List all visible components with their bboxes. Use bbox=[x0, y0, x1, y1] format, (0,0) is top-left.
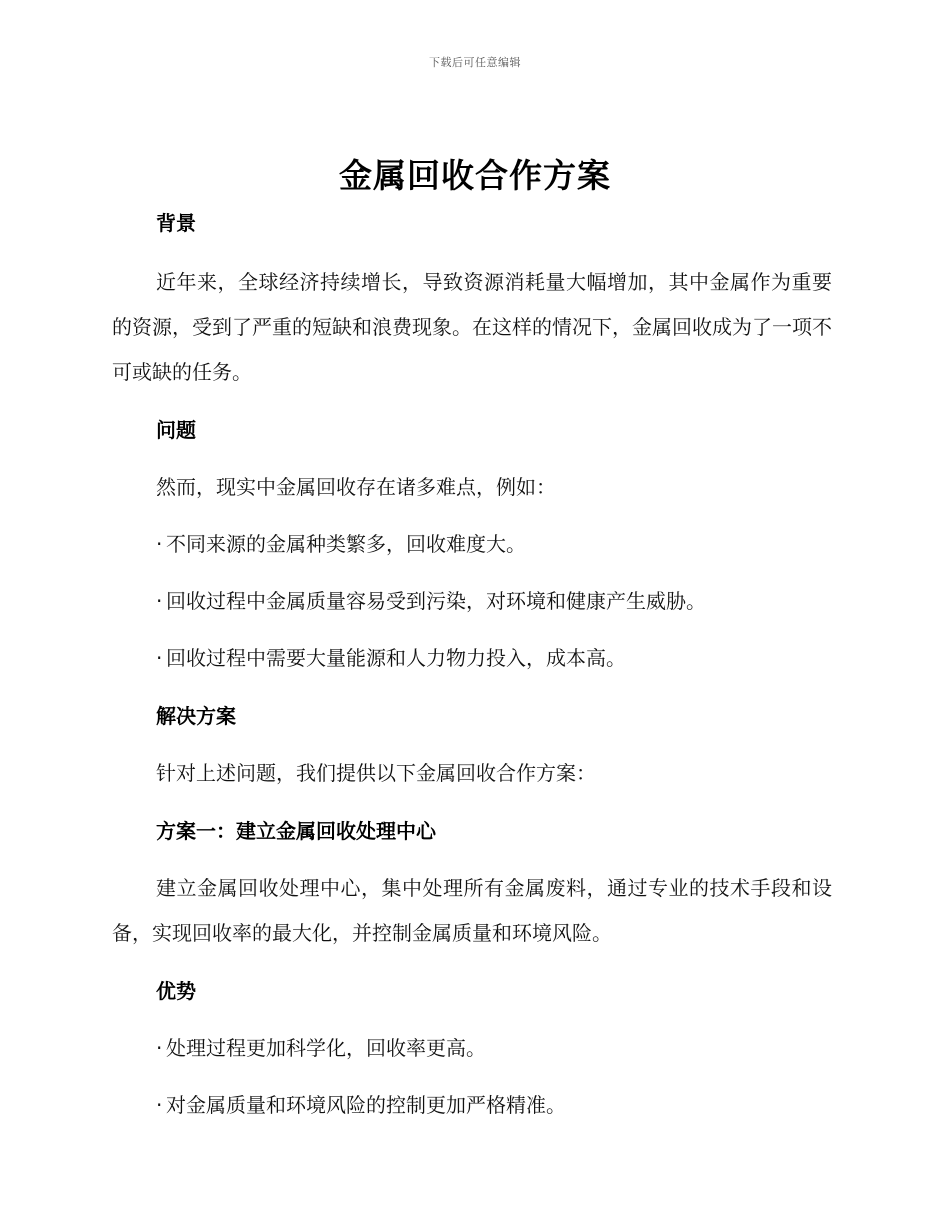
problem-bullet-item bbox=[112, 636, 832, 681]
bullet-text: 对金属质量和环境风险的控制更加严格精准。 bbox=[166, 1093, 566, 1117]
bullet-dot-icon: · bbox=[156, 1093, 163, 1117]
problem-bullet-item bbox=[112, 579, 832, 624]
bullet-text: 处理过程更加科学化，回收率更高。 bbox=[166, 1036, 486, 1060]
advantage-bullet-item bbox=[112, 1083, 832, 1128]
document-title: 金属回收合作方案 bbox=[339, 156, 611, 195]
bullet-dot-icon: · bbox=[156, 532, 163, 556]
problem-intro: 然而，现实中金属回收存在诸多难点，例如： bbox=[156, 475, 556, 499]
bullet-text: 回收过程中金属质量容易受到污染，对环境和健康产生威胁。 bbox=[166, 589, 706, 613]
section-heading-advantage: 优势 bbox=[156, 979, 196, 1003]
section-heading-background: 背景 bbox=[156, 211, 196, 235]
section-heading-solution: 解决方案 bbox=[156, 704, 236, 728]
problem-bullet-item bbox=[112, 522, 832, 567]
advantage-bullet-item bbox=[112, 1026, 832, 1071]
bullet-text: 不同来源的金属种类繁多，回收难度大。 bbox=[166, 532, 526, 556]
plan-one-paragraph: 建立金属回收处理中心，集中处理所有金属废料，通过专业的技术手段和设备，实现回收率的最大化，并控制金属质量和环境风险。 bbox=[112, 876, 832, 945]
solution-intro: 针对上述问题，我们提供以下金属回收合作方案： bbox=[156, 761, 596, 785]
section-heading-problem: 问题 bbox=[156, 418, 196, 442]
bullet-dot-icon: · bbox=[156, 1036, 163, 1060]
document-body bbox=[112, 200, 832, 1128]
header-note: 下载后可任意编辑 bbox=[429, 56, 521, 69]
bullet-dot-icon: · bbox=[156, 646, 163, 670]
background-paragraph: 近年来，全球经济持续增长，导致资源消耗量大幅增加，其中金属作为重要的资源，受到了严重的短缺和浪费现象。在这样的情况下，金属回收成为了一项不可或缺的任务。 bbox=[112, 270, 832, 384]
section-heading-plan-one: 方案一：建立金属回收处理中心 bbox=[156, 819, 436, 843]
bullet-dot-icon: · bbox=[156, 589, 163, 613]
bullet-text: 回收过程中需要大量能源和人力物力投入，成本高。 bbox=[166, 646, 626, 670]
